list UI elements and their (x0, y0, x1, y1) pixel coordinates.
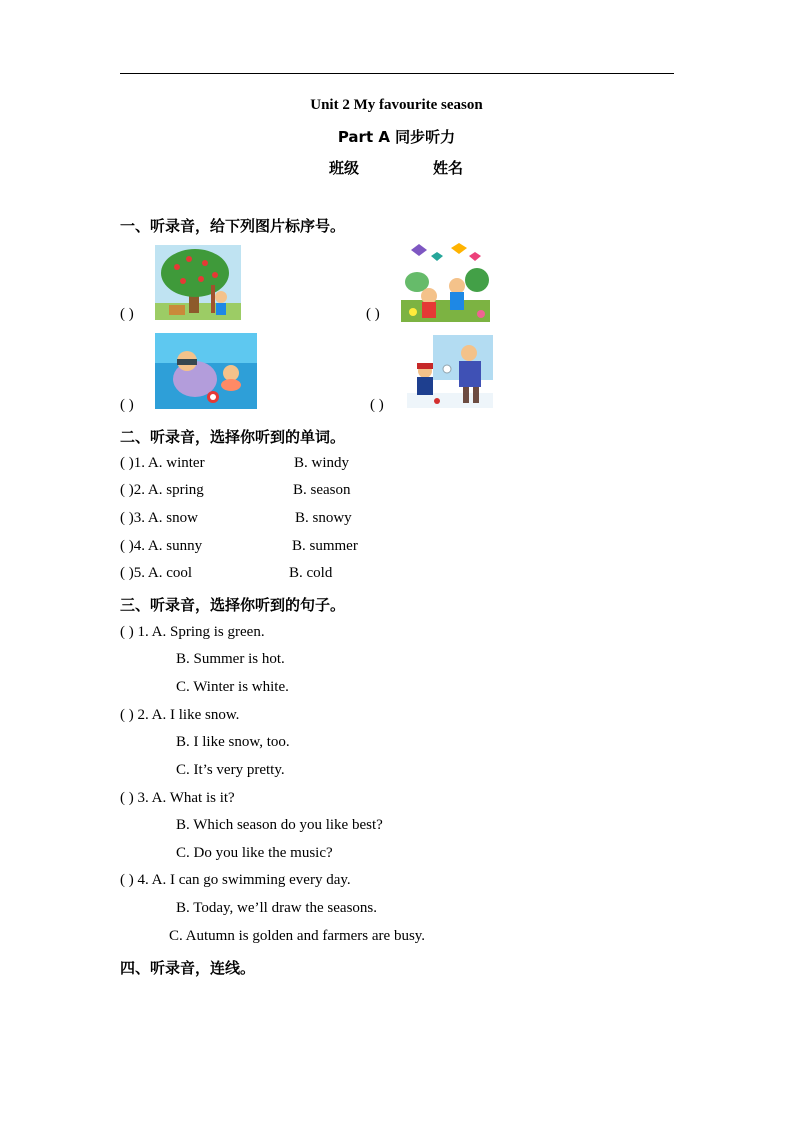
spring-kites-picture (401, 242, 490, 322)
sentence-2-a: ( ) 2. A. I like snow. (120, 707, 240, 723)
word-item-4-a: ( )4. A. sunny (120, 538, 203, 554)
picture4-bracket[interactable]: ( ) (370, 397, 384, 413)
picture3-bracket[interactable]: ( ) (120, 397, 134, 413)
class-label: 班级 (329, 159, 360, 177)
name-label: 姓名 (433, 159, 464, 177)
word-item-4-b: B. summer (292, 538, 358, 554)
sentence-1-b: B. Summer is hot. (176, 651, 285, 667)
picture1-bracket[interactable]: ( ) (120, 306, 134, 322)
sentence-4-a: ( ) 4. A. I can go swimming every day. (120, 872, 351, 888)
sentence-2-b: B. I like snow, too. (176, 734, 290, 750)
page-subtitle: Part A 同步听力 (337, 128, 456, 146)
word-item-3-a: ( )3. A. snow (120, 510, 198, 526)
word-item-2-a: ( )2. A. spring (120, 482, 204, 498)
page-title: Unit 2 My favourite season (310, 97, 483, 113)
sentence-3-c: C. Do you like the music? (176, 845, 333, 861)
word-item-2-b: B. season (293, 482, 351, 498)
picture2-bracket[interactable]: ( ) (366, 306, 380, 322)
sentence-2-c: C. It’s very pretty. (176, 762, 285, 778)
word-item-1-a: ( )1. A. winter (120, 455, 205, 471)
summer-swimming-picture (155, 333, 257, 409)
winter-snowball-picture (407, 333, 493, 408)
section4-heading: 四、听录音，连线。 (120, 959, 256, 977)
sentence-4-b: B. Today, we’ll draw the seasons. (176, 900, 377, 916)
section1-heading: 一、听录音，给下列图片标序号。 (120, 217, 346, 235)
sentence-4-c: C. Autumn is golden and farmers are busy. (169, 928, 426, 944)
word-item-5-b: B. cold (289, 565, 333, 581)
header-rule (120, 73, 674, 74)
word-item-3-b: B. snowy (295, 510, 352, 526)
autumn-tree-picture (155, 245, 241, 320)
sentence-3-a: ( ) 3. A. What is it? (120, 790, 235, 806)
sentence-3-b: B. Which season do you like best? (176, 817, 383, 833)
word-item-5-a: ( )5. A. cool (120, 565, 193, 581)
section2-heading: 二、听录音，选择你听到的单词。 (120, 428, 346, 446)
sentence-1-c: C. Winter is white. (176, 679, 289, 695)
section3-heading: 三、听录音，选择你听到的句子。 (120, 596, 346, 614)
word-item-1-b: B. windy (294, 455, 350, 471)
sentence-1-a: ( ) 1. A. Spring is green. (120, 624, 265, 640)
